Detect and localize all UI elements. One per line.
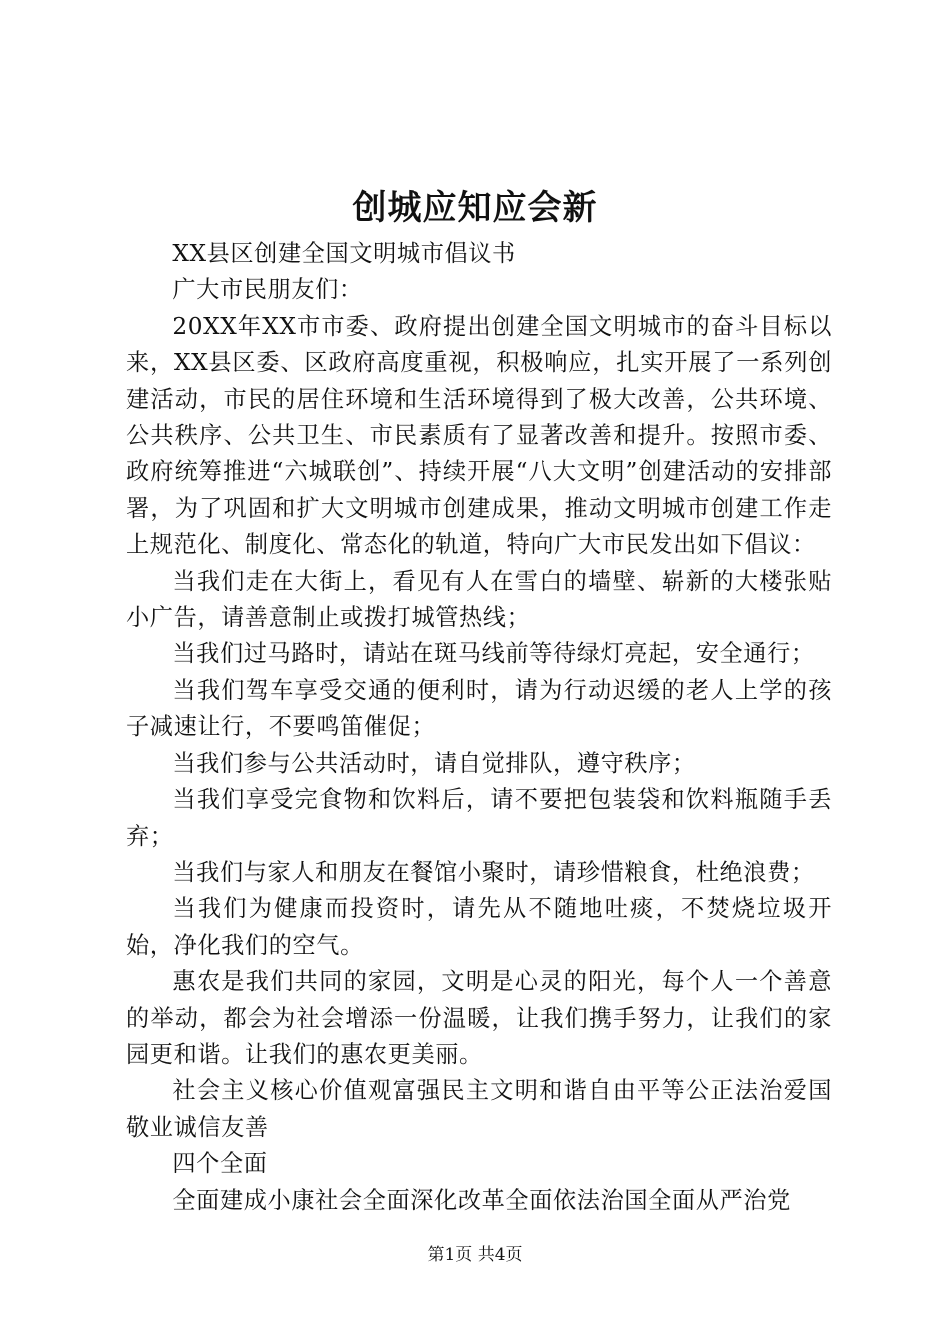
- closing-paragraph: 惠农是我们共同的家园，文明是心灵的阳光，每个人一个善意的举动，都会为社会增添一份温暖，让我们携手努力，让我们的家园更和谐。让我们的惠农更美丽。: [126, 968, 832, 1068]
- proposal-item: 当我们过马路时，请站在斑马线前等待绿灯亮起，安全通行；: [172, 640, 815, 668]
- proposal-item: 当我们参与公共活动时，请自觉排队，遵守秩序；: [172, 749, 696, 777]
- proposal-item: 当我们享受完食物和饮料后，请不要把包装袋和饮料瓶随手丢弃；: [126, 786, 832, 850]
- section-heading: 四个全面: [172, 1150, 268, 1178]
- proposal-item: 当我们为健康而投资时，请先从不随地吐痰，不焚烧垃圾开始，净化我们的空气。: [126, 895, 832, 959]
- proposal-item: 当我们驾车享受交通的便利时，请为行动迟缓的老人上学的孩子减速让行，不要鸣笛催促；: [126, 676, 832, 741]
- proposal-heading: XX县区创建全国文明城市倡议书: [172, 240, 516, 267]
- intro-paragraph: 20XX年XX市市委、政府提出创建全国文明城市的奋斗目标以来，XX县区委、区政府高度重视，积极响应，扎实开展了一系列创建活动，市民的居住环境和生活环境得到了极大改善，公共环境、公共秩序、公共卫生、市民素质有了显著改善和提升。按照市委、政府统筹推进“六城联创”、持续开展“八大文明”创建活动的安排部署，为了巩固和扩大文明城市创建成果，推动文明城市创建工作走上规范化、制度化、常态化的轨道，特向广大市民发出如下倡议：: [126, 312, 832, 559]
- core-values-paragraph: 社会主义核心价值观富强民主文明和谐自由平等公正法治爱国敬业诚信友善: [126, 1077, 832, 1141]
- proposal-item: 当我们走在大街上，看见有人在雪白的墙壁、崭新的大楼张贴小广告，请善意制止或拨打城管热线；: [126, 567, 832, 632]
- four-comprehensives-paragraph: 全面建成小康社会全面深化改革全面依法治国全面从严治党: [172, 1186, 791, 1214]
- proposal-item: 当我们与家人和朋友在餐馆小聚时，请珍惜粮食，杜绝浪费；: [172, 858, 815, 886]
- salutation: 广大市民朋友们：: [172, 276, 363, 304]
- document-title: 创城应知应会新: [352, 188, 598, 228]
- page-footer: 第1页 共4页: [427, 1245, 523, 1265]
- document-body: [126, 236, 832, 1219]
